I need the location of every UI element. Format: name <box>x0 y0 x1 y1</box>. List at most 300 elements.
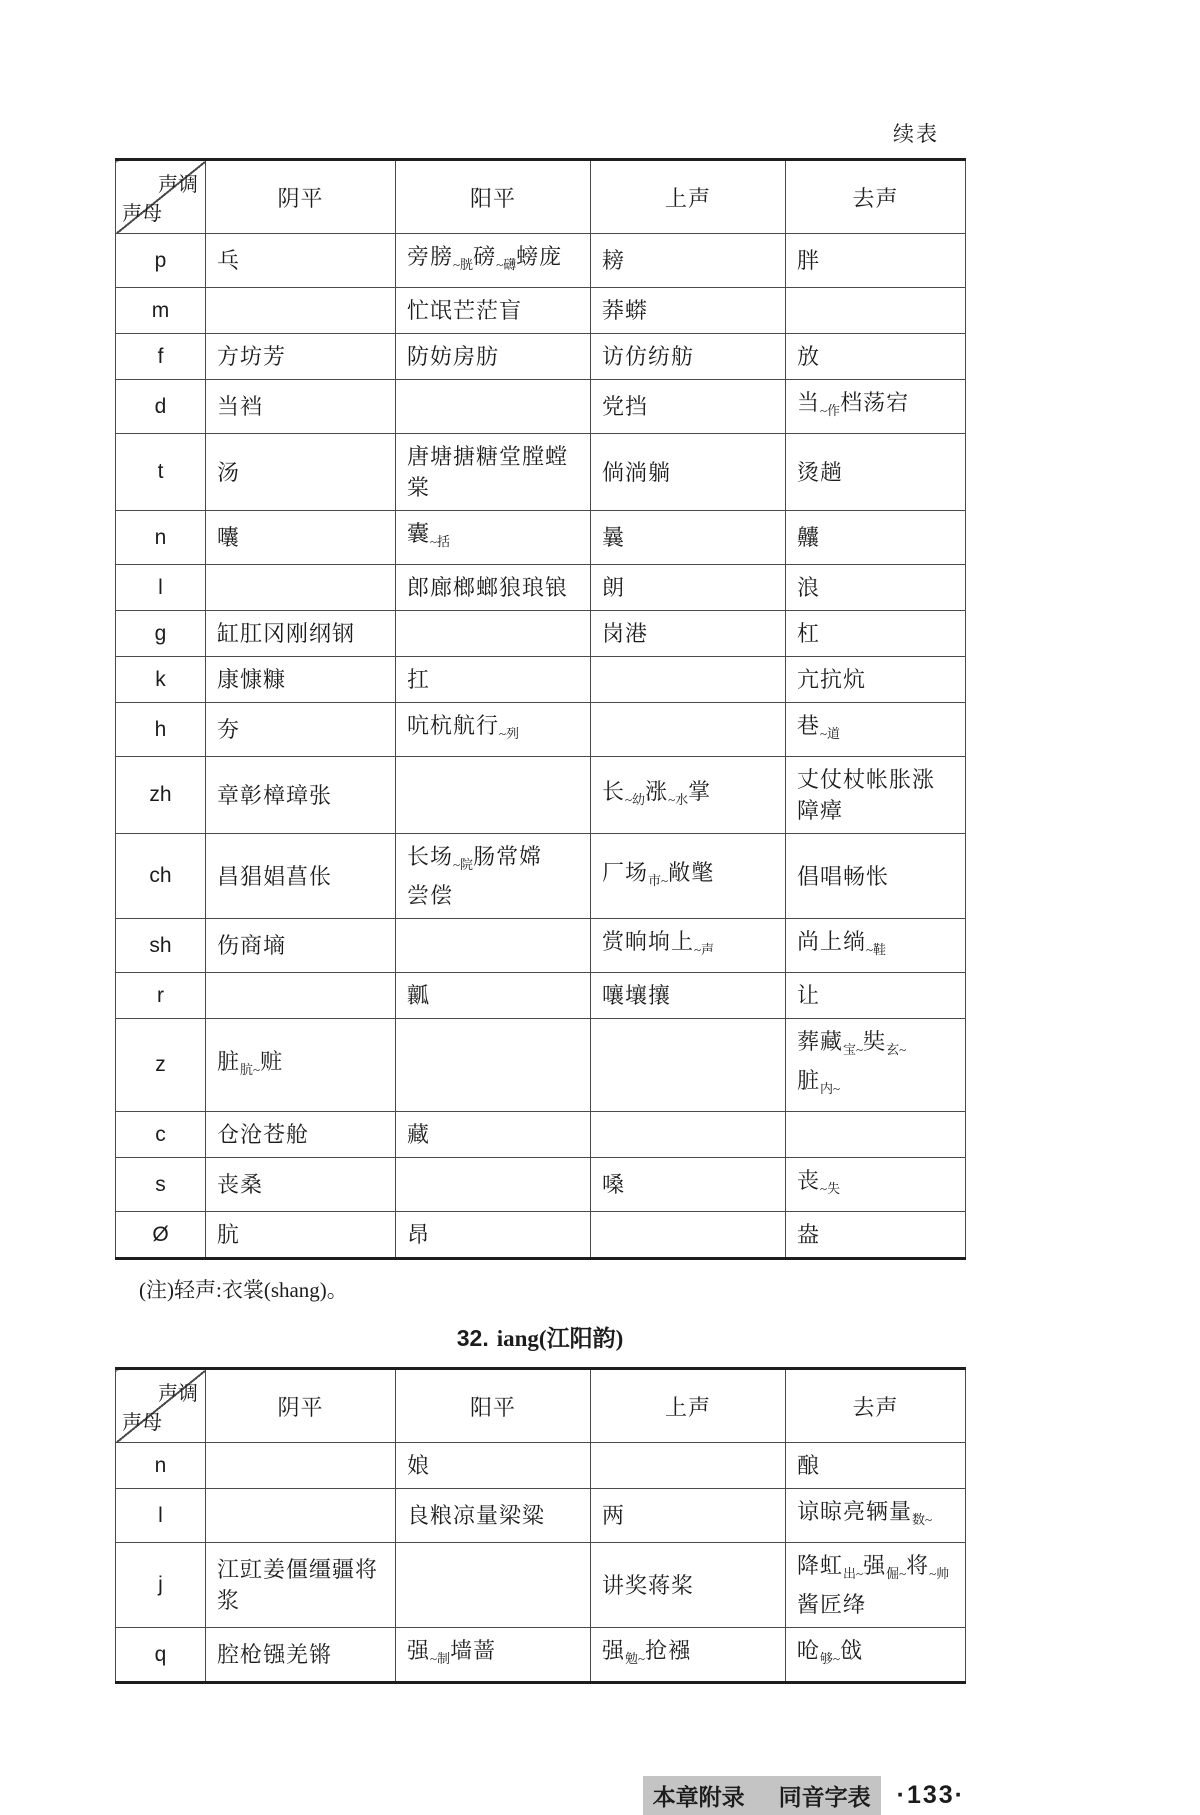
characters-line <box>602 1500 774 1531</box>
initial-label: l <box>116 1489 206 1543</box>
table-row <box>116 234 966 288</box>
characters-cell <box>591 919 786 973</box>
characters-cell <box>591 757 786 834</box>
characters-cell <box>786 434 966 511</box>
characters-cell <box>786 657 966 703</box>
characters-cell <box>786 334 966 380</box>
characters-line <box>797 926 954 965</box>
table-row <box>116 334 966 380</box>
characters-cell <box>396 1543 591 1628</box>
characters-cell <box>591 511 786 565</box>
characters-cell <box>396 973 591 1019</box>
characters-cell <box>786 1489 966 1543</box>
characters-cell <box>206 973 396 1019</box>
characters-cell <box>591 657 786 703</box>
characters-line <box>797 1065 954 1104</box>
character-group: 长 <box>602 778 626 804</box>
character-group: 让 <box>797 983 821 1008</box>
usage-annotation: 数~ <box>912 1512 933 1527</box>
character-group: 奘 <box>863 1029 887 1054</box>
section-heading <box>115 1320 965 1353</box>
character-group: 丧桑 <box>217 1172 264 1197</box>
character-group: 肠常嫦 <box>473 844 543 869</box>
table-row <box>116 611 966 657</box>
characters-cell <box>786 834 966 919</box>
characters-line <box>797 861 954 892</box>
usage-annotation: 出~ <box>843 1566 864 1581</box>
characters-cell <box>591 380 786 434</box>
character-group: 嗓 <box>602 1172 626 1197</box>
characters-line <box>797 664 954 695</box>
table-row <box>116 834 966 919</box>
character-group: 倘淌躺 <box>602 459 672 485</box>
characters-cell <box>591 565 786 611</box>
usage-annotation: ~道 <box>820 726 841 741</box>
character-group: 倡唱畅怅 <box>797 863 890 889</box>
characters-cell <box>396 1158 591 1212</box>
character-group: 亢抗炕 <box>797 667 867 692</box>
character-group: 党挡 <box>602 394 649 419</box>
homophone-table-iang <box>115 1367 966 1684</box>
characters-cell <box>786 1212 966 1259</box>
light-tone-note: (注)轻声:衣裳(shang)。 <box>139 1278 348 1302</box>
character-group: 赏晌垧上 <box>602 929 695 954</box>
characters-cell <box>786 511 966 565</box>
character-group: 强 <box>863 1553 887 1578</box>
character-group: 郎廊榔螂狼琅锒 <box>407 575 569 600</box>
characters-cell <box>786 1112 966 1158</box>
character-group: 烫趟 <box>797 459 844 485</box>
character-group: 巷 <box>797 713 821 738</box>
characters-line <box>602 618 774 649</box>
tone-column-header: 阳平 <box>396 160 591 234</box>
character-group: 厂场 <box>602 859 649 885</box>
characters-cell <box>206 703 396 757</box>
characters-cell <box>206 1019 396 1112</box>
initial-label: h <box>116 703 206 757</box>
table-row <box>116 919 966 973</box>
characters-line <box>602 980 774 1011</box>
characters-line <box>217 1046 384 1085</box>
running-footer-box <box>643 1776 881 1815</box>
characters-cell <box>206 1158 396 1212</box>
characters-line <box>407 980 579 1011</box>
initial-label: zh <box>116 757 206 834</box>
characters-line <box>797 1496 954 1535</box>
usage-annotation: ~声 <box>694 942 715 957</box>
characters-line <box>797 1026 954 1065</box>
characters-cell <box>396 1628 591 1683</box>
characters-line <box>797 764 954 795</box>
character-group: 朗 <box>602 575 626 600</box>
character-group: 腔枪镪羌锵 <box>217 1642 333 1667</box>
initial-label: k <box>116 657 206 703</box>
character-group: 酱匠绛 <box>797 1592 867 1617</box>
characters-line <box>217 618 384 649</box>
characters-cell <box>591 1158 786 1212</box>
characters-cell <box>206 611 396 657</box>
initial-label: Ø <box>116 1212 206 1259</box>
character-group: 齉 <box>797 525 821 550</box>
characters-cell <box>396 611 591 657</box>
chapter-appendix-label: 本章附录 <box>652 1785 745 1810</box>
characters-line <box>407 664 579 695</box>
characters-line <box>217 1554 384 1616</box>
characters-line <box>407 1119 579 1150</box>
table-row <box>116 703 966 757</box>
character-group: 戗 <box>840 1638 864 1663</box>
table-row <box>116 380 966 434</box>
usage-annotation: ~院 <box>453 857 474 872</box>
character-group: 谅晾亮辆量 <box>797 1499 913 1524</box>
characters-cell <box>786 288 966 334</box>
character-group: 呛 <box>797 1638 821 1663</box>
characters-line <box>407 1500 579 1531</box>
character-group: 汤 <box>217 459 241 485</box>
characters-line <box>217 1119 384 1150</box>
characters-line <box>217 1169 384 1200</box>
usage-annotation: ~列 <box>499 726 520 741</box>
character-group: 螃庞 <box>516 244 563 269</box>
initial-label: z <box>116 1019 206 1112</box>
character-group: 障瘴 <box>797 798 844 823</box>
character-group: 档荡宕 <box>840 390 910 415</box>
table-header-row <box>116 160 966 234</box>
characters-cell <box>591 234 786 288</box>
character-group: 曩 <box>602 525 626 550</box>
characters-line <box>407 1635 579 1674</box>
characters-line <box>217 391 384 422</box>
character-group: 杠 <box>797 621 821 646</box>
character-group: 莽蟒 <box>602 298 649 323</box>
characters-line <box>407 880 579 911</box>
character-group: 囔 <box>217 525 241 550</box>
characters-line <box>797 245 954 276</box>
characters-line <box>602 776 774 815</box>
characters-line <box>602 391 774 422</box>
characters-line <box>407 295 579 326</box>
corner-diagonal-cell <box>116 160 206 234</box>
characters-cell <box>786 1543 966 1628</box>
characters-line <box>602 1169 774 1200</box>
initial-label: g <box>116 611 206 657</box>
characters-line <box>602 522 774 553</box>
character-group: 盎 <box>797 1222 821 1247</box>
characters-line <box>602 341 774 372</box>
character-group: 磅 <box>473 244 497 269</box>
characters-cell <box>206 1112 396 1158</box>
initial-label: s <box>116 1158 206 1212</box>
character-group: 抢襁 <box>645 1638 692 1663</box>
characters-cell <box>591 1628 786 1683</box>
characters-line <box>797 341 954 372</box>
characters-cell <box>396 511 591 565</box>
character-group: 章彰樟璋张 <box>217 782 333 808</box>
characters-cell <box>206 1443 396 1489</box>
characters-cell <box>591 973 786 1019</box>
table-header-row <box>116 1369 966 1443</box>
initial-label: ch <box>116 834 206 919</box>
characters-cell <box>591 1543 786 1628</box>
initial-label: m <box>116 288 206 334</box>
table-row <box>116 757 966 834</box>
character-group: 浪 <box>797 575 821 600</box>
character-group: 扛 <box>407 667 431 692</box>
characters-cell <box>786 234 966 288</box>
characters-cell <box>396 1019 591 1112</box>
characters-cell <box>591 834 786 919</box>
characters-cell <box>206 1543 396 1628</box>
characters-line <box>407 1219 579 1250</box>
character-group: 囊 <box>407 521 431 546</box>
initial-label: t <box>116 434 206 511</box>
character-group: 瓤 <box>407 983 431 1008</box>
characters-line <box>217 341 384 372</box>
usage-annotation: 市~ <box>648 872 669 888</box>
table-row <box>116 1158 966 1212</box>
characters-cell <box>396 234 591 288</box>
characters-cell <box>396 288 591 334</box>
initial-label: p <box>116 234 206 288</box>
character-group: 防妨房肪 <box>407 344 500 369</box>
characters-cell <box>591 1019 786 1112</box>
usage-annotation: 内~ <box>820 1081 841 1096</box>
table-row <box>116 1112 966 1158</box>
character-group: 将 <box>906 1553 930 1578</box>
character-group: 肮 <box>217 1222 241 1247</box>
initial-label: n <box>116 1443 206 1489</box>
characters-cell <box>206 334 396 380</box>
characters-cell <box>396 834 591 919</box>
corner-tone-label: 声调 <box>158 1383 198 1405</box>
characters-cell <box>396 334 591 380</box>
character-group: 放 <box>797 344 821 369</box>
characters-cell <box>206 380 396 434</box>
table-row <box>116 973 966 1019</box>
characters-line <box>407 518 579 557</box>
table-row <box>116 1628 966 1683</box>
character-group: 敞氅 <box>668 859 715 885</box>
characters-cell <box>396 1112 591 1158</box>
characters-line <box>602 857 774 896</box>
characters-cell <box>396 919 591 973</box>
character-group: 强 <box>407 1638 431 1663</box>
table-row <box>116 1019 966 1112</box>
characters-line <box>407 441 579 503</box>
characters-cell <box>786 380 966 434</box>
character-group: 当 <box>797 390 821 415</box>
corner-diagonal-cell <box>116 1369 206 1443</box>
characters-cell <box>786 973 966 1019</box>
tone-column-header: 阴平 <box>206 1369 396 1443</box>
characters-line <box>797 522 954 553</box>
character-group: 昌猖娼菖伥 <box>217 863 333 889</box>
character-group: 脏 <box>797 1068 821 1093</box>
characters-line <box>407 341 579 372</box>
characters-line <box>797 387 954 426</box>
characters-cell <box>591 334 786 380</box>
characters-line <box>797 1589 954 1620</box>
character-group: 当裆 <box>217 394 264 419</box>
page-footer <box>115 1776 965 1815</box>
tone-column-header: 阳平 <box>396 1369 591 1443</box>
characters-line <box>217 780 384 811</box>
tone-column-header: 去声 <box>786 1369 966 1443</box>
characters-line <box>217 522 384 553</box>
characters-cell <box>206 757 396 834</box>
characters-cell <box>206 834 396 919</box>
tone-column-header: 阴平 <box>206 160 396 234</box>
initial-label: q <box>116 1628 206 1683</box>
character-group: 强 <box>602 1638 626 1663</box>
characters-cell <box>786 1443 966 1489</box>
characters-line <box>407 710 579 749</box>
character-group: 脏 <box>217 1048 241 1074</box>
characters-cell <box>786 611 966 657</box>
tone-column-header: 上声 <box>591 1369 786 1443</box>
character-group: 掌 <box>688 778 712 804</box>
characters-line <box>797 1219 954 1250</box>
table-row <box>116 288 966 334</box>
characters-cell <box>396 565 591 611</box>
character-group: 嚷壤攘 <box>602 983 672 1008</box>
initial-label: n <box>116 511 206 565</box>
usage-annotation: 肮~ <box>240 1061 261 1077</box>
characters-line <box>602 572 774 603</box>
characters-cell <box>206 565 396 611</box>
characters-line <box>602 926 774 965</box>
character-group: 两 <box>602 1503 626 1528</box>
table-row <box>116 511 966 565</box>
tone-column-header: 去声 <box>786 160 966 234</box>
characters-cell <box>206 919 396 973</box>
characters-line <box>407 841 579 880</box>
character-group: 吭杭航行 <box>407 713 500 738</box>
characters-line <box>797 1165 954 1204</box>
characters-line <box>217 1639 384 1670</box>
characters-line <box>602 295 774 326</box>
character-group: 康慷糠 <box>217 667 287 692</box>
characters-line <box>217 664 384 695</box>
characters-cell <box>786 919 966 973</box>
characters-line <box>602 1570 774 1601</box>
character-group: 岗港 <box>602 621 649 646</box>
characters-cell <box>786 703 966 757</box>
initial-label: c <box>116 1112 206 1158</box>
characters-line <box>217 714 384 745</box>
characters-line <box>217 245 384 276</box>
characters-cell <box>591 703 786 757</box>
usage-annotation: 够~ <box>820 1651 841 1666</box>
characters-cell <box>396 434 591 511</box>
character-group: 乓 <box>217 248 241 273</box>
characters-line <box>797 1550 954 1589</box>
characters-cell <box>396 1443 591 1489</box>
character-group: 江豇姜僵缰疆将浆 <box>217 1557 379 1613</box>
characters-cell <box>591 1112 786 1158</box>
section-number: 32. <box>456 1325 489 1351</box>
characters-cell <box>591 611 786 657</box>
initial-label: d <box>116 380 206 434</box>
initial-label: l <box>116 565 206 611</box>
table-row <box>116 1543 966 1628</box>
characters-cell <box>206 511 396 565</box>
table-row <box>116 565 966 611</box>
characters-line <box>407 572 579 603</box>
characters-cell <box>591 1212 786 1259</box>
characters-line <box>602 457 774 488</box>
usage-annotation: ~作 <box>820 403 841 418</box>
characters-line <box>217 861 384 892</box>
initial-label: r <box>116 973 206 1019</box>
character-group: 忙氓芒茫盲 <box>407 298 523 323</box>
page-number: ·133· <box>896 1781 965 1809</box>
character-group: 酿 <box>797 1453 821 1478</box>
characters-cell <box>206 288 396 334</box>
characters-cell <box>396 757 591 834</box>
character-group: 降虹 <box>797 1553 844 1578</box>
characters-cell <box>591 288 786 334</box>
character-group: 仓沧苍舱 <box>217 1122 310 1147</box>
characters-cell <box>396 657 591 703</box>
character-group: 赃 <box>260 1048 284 1074</box>
characters-cell <box>786 1628 966 1683</box>
characters-line <box>602 245 774 276</box>
character-group: 长场 <box>407 844 454 869</box>
characters-cell <box>206 234 396 288</box>
characters-cell <box>786 565 966 611</box>
characters-line <box>797 1635 954 1674</box>
characters-line <box>217 930 384 961</box>
character-group: 胖 <box>797 248 821 273</box>
character-group: 方坊芳 <box>217 344 287 369</box>
characters-cell <box>396 1212 591 1259</box>
characters-cell <box>206 434 396 511</box>
corner-tone-label: 声调 <box>158 174 198 196</box>
character-group: 良粮凉量梁粱 <box>407 1503 546 1528</box>
initial-label: f <box>116 334 206 380</box>
characters-line <box>217 1219 384 1250</box>
character-group: 耪 <box>602 248 626 273</box>
character-group: 访仿纺舫 <box>602 344 695 369</box>
character-group: 旁膀 <box>407 244 454 269</box>
character-group: 夯 <box>217 717 241 742</box>
characters-line <box>217 457 384 488</box>
usage-annotation: ~括 <box>430 534 451 549</box>
table-row <box>116 1489 966 1543</box>
character-group: 讲奖蒋桨 <box>602 1572 695 1598</box>
character-group: 藏 <box>407 1122 431 1147</box>
character-group: 娘 <box>407 1453 431 1478</box>
usage-annotation: ~帅 <box>929 1566 950 1581</box>
continued-table-label: 续表 <box>893 122 939 146</box>
initial-label: j <box>116 1543 206 1628</box>
characters-line <box>407 1450 579 1481</box>
homophone-table-label: 同音字表 <box>778 1785 871 1810</box>
characters-cell <box>591 1443 786 1489</box>
characters-cell <box>206 657 396 703</box>
characters-cell <box>786 1158 966 1212</box>
usage-annotation: 玄~ <box>886 1042 907 1057</box>
character-group: 墙蔷 <box>450 1638 497 1663</box>
corner-initial-label: 声母 <box>122 1412 162 1434</box>
characters-line <box>797 1450 954 1481</box>
characters-line <box>797 457 954 488</box>
character-group: 丧 <box>797 1168 821 1193</box>
table-row <box>116 434 966 511</box>
section-title: iang(江阳韵) <box>496 1326 624 1351</box>
character-group: 尚上绱 <box>797 929 867 954</box>
